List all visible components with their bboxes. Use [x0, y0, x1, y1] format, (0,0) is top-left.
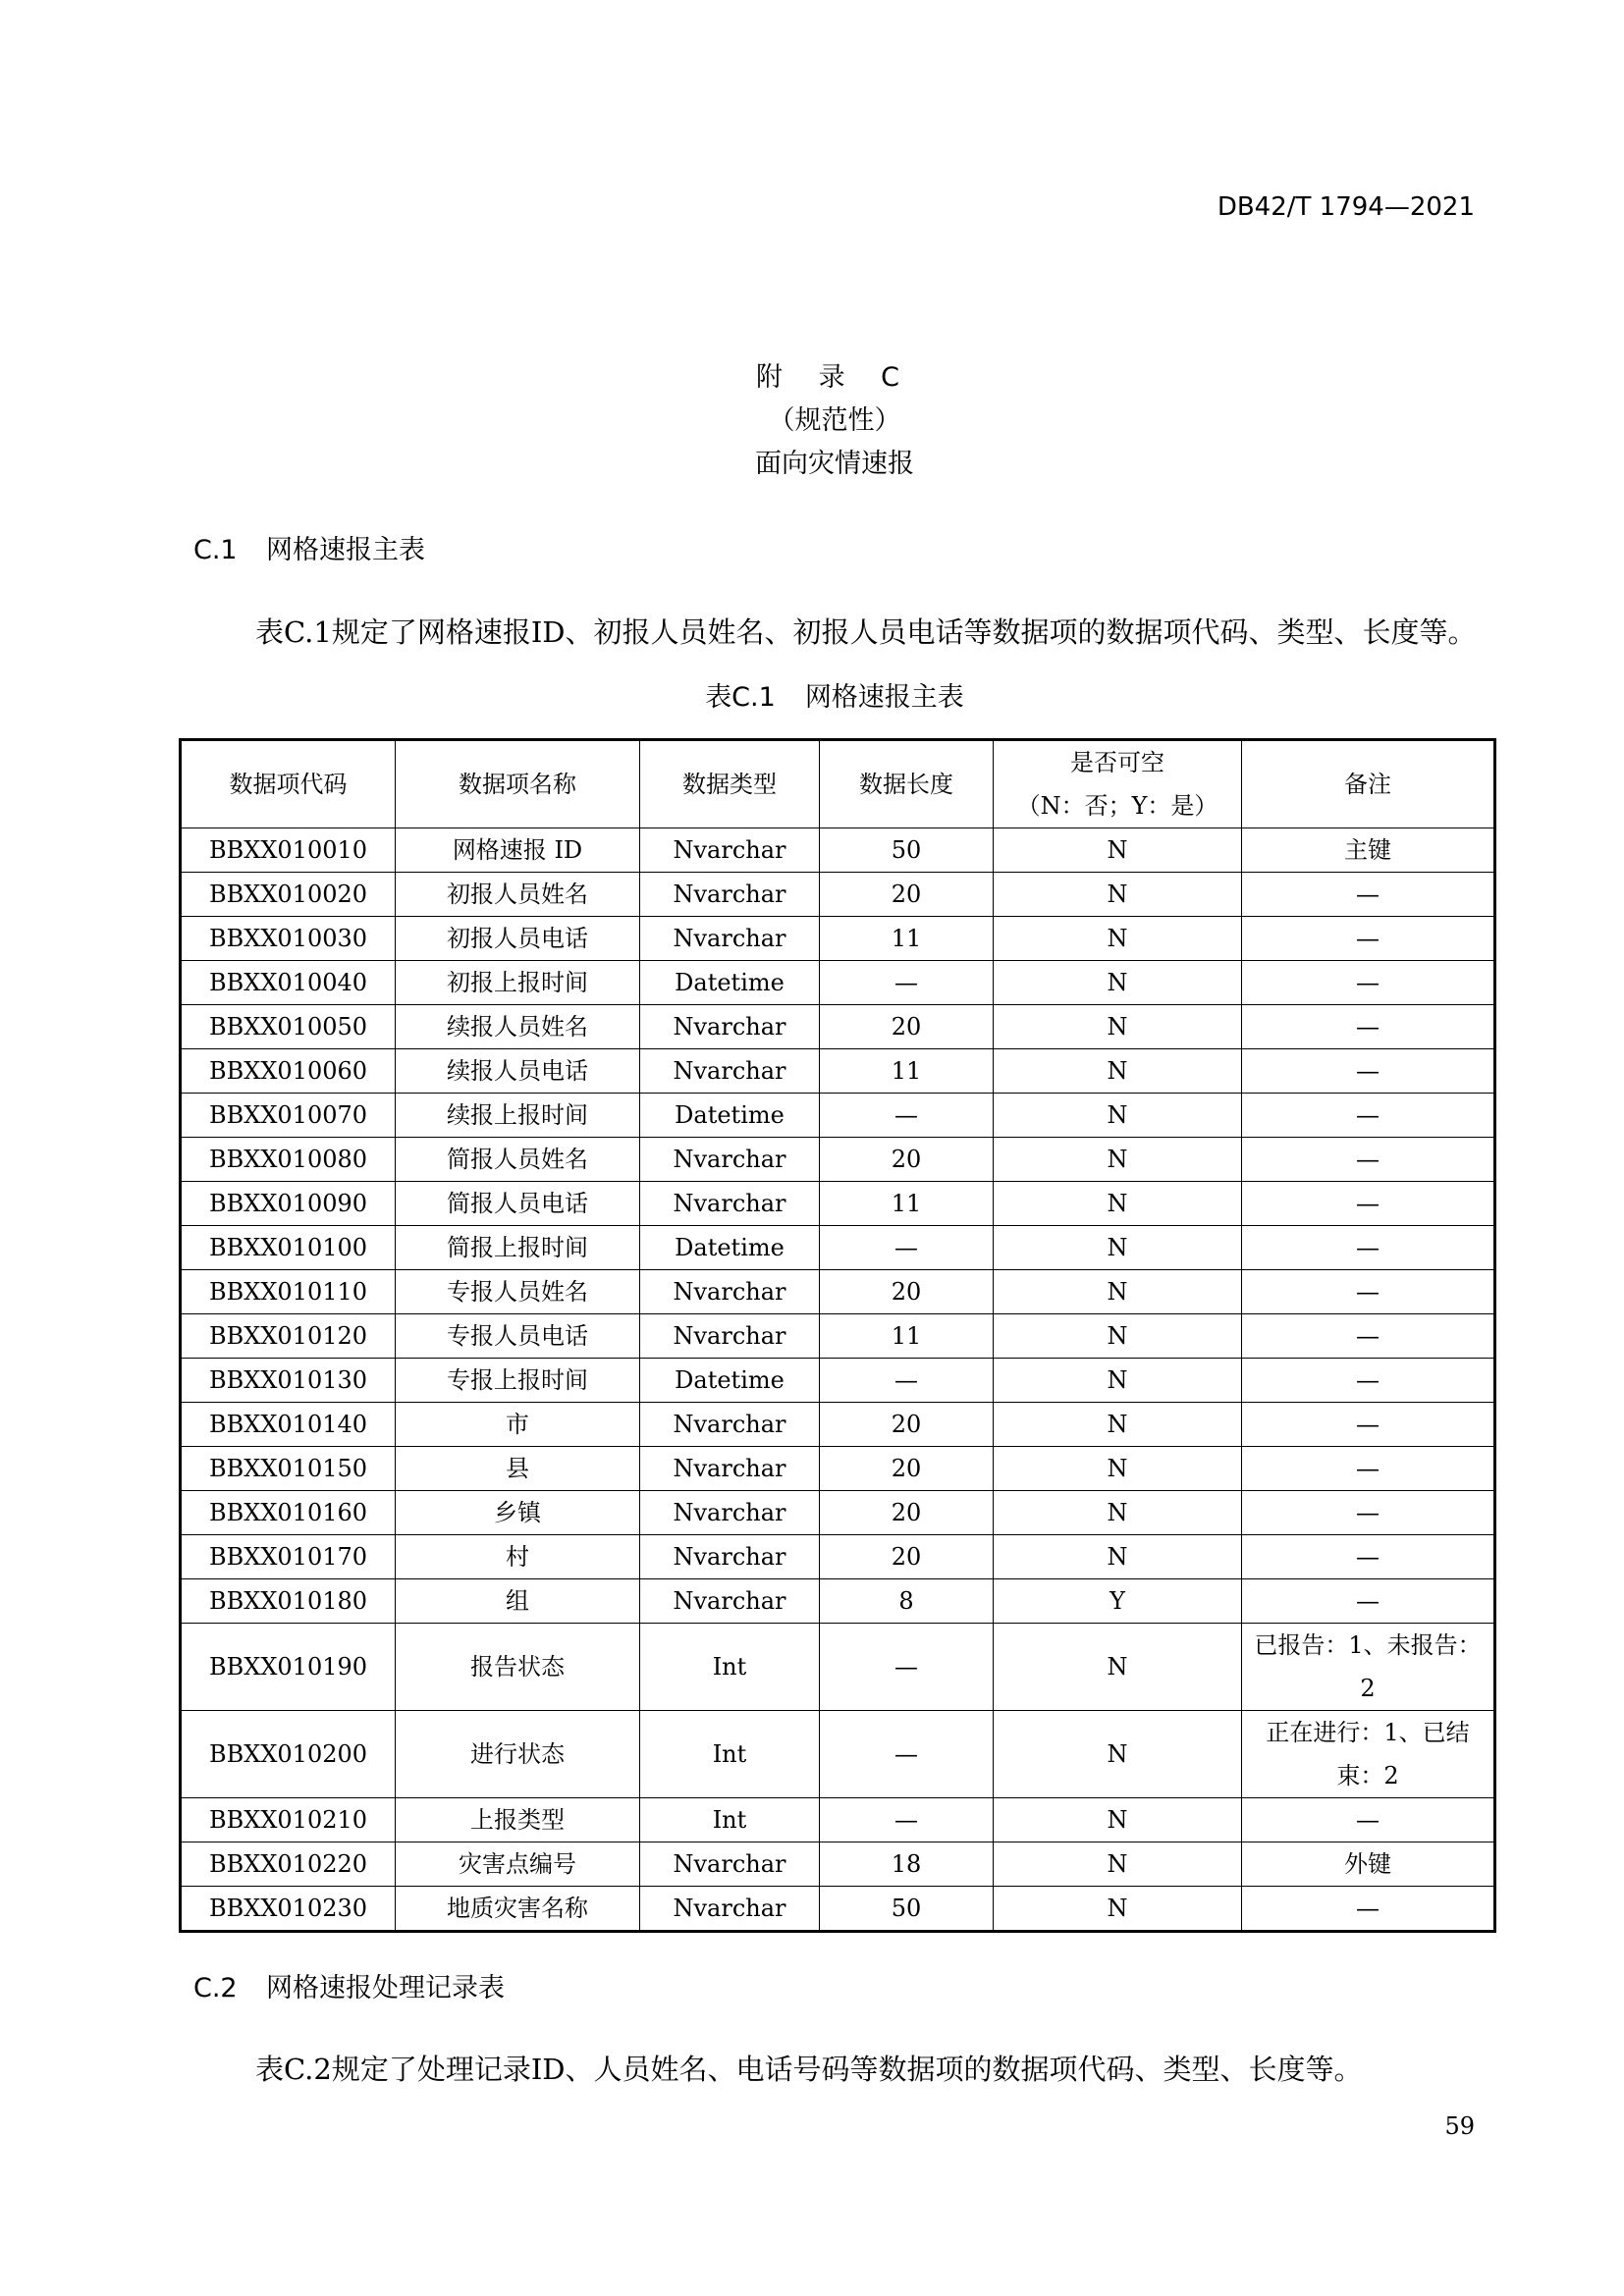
cell-code: BBXX010010 — [181, 828, 396, 873]
cell-name: 地质灾害名称 — [396, 1887, 640, 1932]
header-nullable-line2: （N：否；Y：是） — [1016, 792, 1218, 820]
cell-code: BBXX010230 — [181, 1887, 396, 1932]
section-paragraph-c1: 表C.1规定了网格速报ID、初报人员姓名、初报人员电话等数据项的数据项代码、类型、长度等。 — [255, 615, 1477, 649]
data-table — [179, 738, 1496, 1933]
table-row — [181, 1094, 1495, 1138]
cell-length: — — [820, 1711, 994, 1798]
appendix-type: （规范性） — [768, 405, 901, 436]
cell-nullable: N — [994, 873, 1242, 917]
cell-name: 续报人员姓名 — [396, 1005, 640, 1049]
appendix-title: 面向灾情速报 — [755, 449, 914, 479]
header-length: 数据长度 — [820, 740, 994, 828]
cell-note: 主键 — [1242, 828, 1495, 873]
cell-code: BBXX010150 — [181, 1447, 396, 1491]
cell-note: — — [1242, 961, 1495, 1005]
cell-note: — — [1242, 1403, 1495, 1447]
cell-nullable: N — [994, 961, 1242, 1005]
header-code: 数据项代码 — [181, 740, 396, 828]
cell-length: 20 — [820, 1491, 994, 1535]
cell-note: — — [1242, 1049, 1495, 1094]
table-row — [181, 1535, 1495, 1579]
cell-nullable: N — [994, 917, 1242, 961]
table-row — [181, 873, 1495, 917]
cell-type: Nvarchar — [640, 1005, 820, 1049]
cell-nullable: N — [994, 1887, 1242, 1932]
cell-type: Int — [640, 1624, 820, 1711]
cell-length: 18 — [820, 1842, 994, 1887]
cell-length: 50 — [820, 1887, 994, 1932]
cell-nullable: N — [994, 1842, 1242, 1887]
cell-name: 简报人员姓名 — [396, 1138, 640, 1182]
cell-name: 简报上报时间 — [396, 1226, 640, 1270]
table-row — [181, 1049, 1495, 1094]
section-heading-c2 — [193, 1966, 505, 2004]
cell-nullable: N — [994, 1798, 1242, 1842]
page-number: 59 — [1444, 2112, 1475, 2140]
cell-type: Datetime — [640, 1359, 820, 1403]
cell-length: 20 — [820, 1138, 994, 1182]
cell-nullable: N — [994, 1624, 1242, 1711]
cell-type: Nvarchar — [640, 1887, 820, 1932]
cell-name: 乡镇 — [396, 1491, 640, 1535]
cell-nullable: N — [994, 1182, 1242, 1226]
cell-note: — — [1242, 1270, 1495, 1314]
cell-name: 上报类型 — [396, 1798, 640, 1842]
cell-note: — — [1242, 1887, 1495, 1932]
section-title: 网格速报主表 — [266, 535, 425, 565]
cell-nullable: N — [994, 828, 1242, 873]
cell-type: Datetime — [640, 961, 820, 1005]
cell-length: 11 — [820, 1182, 994, 1226]
cell-type: Nvarchar — [640, 1314, 820, 1359]
cell-length: 11 — [820, 1314, 994, 1359]
section-number: C.2 — [193, 1973, 238, 2003]
cell-note: — — [1242, 1314, 1495, 1359]
cell-name: 灾害点编号 — [396, 1842, 640, 1887]
cell-length: 50 — [820, 828, 994, 873]
table-row — [181, 1403, 1495, 1447]
cell-length: 20 — [820, 873, 994, 917]
cell-code: BBXX010080 — [181, 1138, 396, 1182]
table-row — [181, 1624, 1495, 1711]
cell-length: 8 — [820, 1579, 994, 1624]
cell-nullable: N — [994, 1138, 1242, 1182]
cell-code: BBXX010140 — [181, 1403, 396, 1447]
cell-length: 11 — [820, 917, 994, 961]
cell-type: Nvarchar — [640, 1579, 820, 1624]
cell-note: — — [1242, 1094, 1495, 1138]
cell-note-text: 正在进行：1、已结束：2 — [1266, 1719, 1470, 1789]
cell-note-text: 已报告：1、未报告：2 — [1254, 1631, 1482, 1702]
cell-length: — — [820, 1359, 994, 1403]
cell-note: — — [1242, 917, 1495, 961]
cell-nullable: Y — [994, 1579, 1242, 1624]
cell-nullable: N — [994, 1711, 1242, 1798]
cell-code: BBXX010170 — [181, 1535, 396, 1579]
cell-note: — — [1242, 1447, 1495, 1491]
cell-length: 20 — [820, 1005, 994, 1049]
cell-type: Nvarchar — [640, 828, 820, 873]
cell-note: — — [1242, 1005, 1495, 1049]
appendix-label: 附 录 C — [755, 362, 914, 393]
cell-nullable: N — [994, 1005, 1242, 1049]
cell-code: BBXX010090 — [181, 1182, 396, 1226]
cell-type: Nvarchar — [640, 1049, 820, 1094]
table-row — [181, 1491, 1495, 1535]
cell-code: BBXX010100 — [181, 1226, 396, 1270]
cell-note: — — [1242, 1491, 1495, 1535]
header-note: 备注 — [1242, 740, 1495, 828]
cell-length: 20 — [820, 1447, 994, 1491]
table-caption-number: 表C.1 — [705, 682, 776, 713]
section-heading-c1 — [193, 528, 425, 566]
table-row — [181, 1887, 1495, 1932]
cell-nullable: N — [994, 1314, 1242, 1359]
table-row — [181, 1138, 1495, 1182]
cell-length: 20 — [820, 1403, 994, 1447]
header-nullable-line1: 是否可空 — [1070, 749, 1164, 776]
cell-type: Nvarchar — [640, 1138, 820, 1182]
cell-name: 简报人员电话 — [396, 1182, 640, 1226]
table-row — [181, 1270, 1495, 1314]
cell-length: — — [820, 1226, 994, 1270]
table-row — [181, 1711, 1495, 1798]
cell-length: 20 — [820, 1270, 994, 1314]
cell-code: BBXX010210 — [181, 1798, 396, 1842]
cell-note: — — [1242, 1359, 1495, 1403]
cell-nullable: N — [994, 1491, 1242, 1535]
cell-name: 组 — [396, 1579, 640, 1624]
cell-note: — — [1242, 1182, 1495, 1226]
cell-type: Nvarchar — [640, 1842, 820, 1887]
cell-code: BBXX010040 — [181, 961, 396, 1005]
cell-note: — — [1242, 873, 1495, 917]
cell-code: BBXX010220 — [181, 1842, 396, 1887]
section-title: 网格速报处理记录表 — [266, 1973, 505, 2003]
cell-name: 村 — [396, 1535, 640, 1579]
cell-code: BBXX010200 — [181, 1711, 396, 1798]
table-row — [181, 1182, 1495, 1226]
table-row — [181, 917, 1495, 961]
header-type: 数据类型 — [640, 740, 820, 828]
cell-length: — — [820, 1624, 994, 1711]
cell-name: 初报上报时间 — [396, 961, 640, 1005]
table-row — [181, 1005, 1495, 1049]
cell-code: BBXX010020 — [181, 873, 396, 917]
cell-name: 网格速报 ID — [396, 828, 640, 873]
cell-nullable: N — [994, 1270, 1242, 1314]
cell-nullable: N — [994, 1535, 1242, 1579]
cell-type: Nvarchar — [640, 1182, 820, 1226]
table-caption — [0, 675, 1624, 714]
cell-name: 县 — [396, 1447, 640, 1491]
cell-length: 11 — [820, 1049, 994, 1094]
cell-name: 进行状态 — [396, 1711, 640, 1798]
table-row — [181, 1359, 1495, 1403]
table-row — [181, 1447, 1495, 1491]
cell-name: 专报上报时间 — [396, 1359, 640, 1403]
cell-name: 报告状态 — [396, 1624, 640, 1711]
cell-nullable: N — [994, 1094, 1242, 1138]
document-code: DB42/T 1794—2021 — [1217, 192, 1475, 222]
header-nullable — [994, 740, 1242, 828]
cell-note: 外键 — [1242, 1842, 1495, 1887]
cell-code: BBXX010070 — [181, 1094, 396, 1138]
cell-type: Nvarchar — [640, 1447, 820, 1491]
cell-length: — — [820, 961, 994, 1005]
cell-type: Nvarchar — [640, 1491, 820, 1535]
cell-type: Nvarchar — [640, 873, 820, 917]
cell-note: — — [1242, 1798, 1495, 1842]
cell-type: Datetime — [640, 1094, 820, 1138]
cell-type: Nvarchar — [640, 1270, 820, 1314]
cell-code: BBXX010110 — [181, 1270, 396, 1314]
cell-note — [1242, 1711, 1495, 1798]
cell-name: 续报人员电话 — [396, 1049, 640, 1094]
cell-nullable: N — [994, 1447, 1242, 1491]
cell-code: BBXX010120 — [181, 1314, 396, 1359]
table-row — [181, 961, 1495, 1005]
cell-code: BBXX010030 — [181, 917, 396, 961]
table-caption-title: 网格速报主表 — [804, 682, 964, 713]
cell-type: Nvarchar — [640, 1403, 820, 1447]
cell-code: BBXX010050 — [181, 1005, 396, 1049]
cell-name: 专报人员电话 — [396, 1314, 640, 1359]
table-row — [181, 1314, 1495, 1359]
cell-length: — — [820, 1094, 994, 1138]
table-row — [181, 828, 1495, 873]
cell-code: BBXX010180 — [181, 1579, 396, 1624]
section-number: C.1 — [193, 535, 238, 565]
cell-note: — — [1242, 1226, 1495, 1270]
cell-length: 20 — [820, 1535, 994, 1579]
cell-note — [1242, 1624, 1495, 1711]
cell-note: — — [1242, 1535, 1495, 1579]
header-name: 数据项名称 — [396, 740, 640, 828]
cell-code: BBXX010160 — [181, 1491, 396, 1535]
cell-code: BBXX010060 — [181, 1049, 396, 1094]
cell-note: — — [1242, 1138, 1495, 1182]
cell-type: Datetime — [640, 1226, 820, 1270]
cell-note: — — [1242, 1579, 1495, 1624]
cell-length: — — [820, 1798, 994, 1842]
cell-nullable: N — [994, 1226, 1242, 1270]
cell-code: BBXX010130 — [181, 1359, 396, 1403]
table-row — [181, 1226, 1495, 1270]
cell-type: Int — [640, 1798, 820, 1842]
table-header-row — [181, 740, 1495, 828]
cell-name: 续报上报时间 — [396, 1094, 640, 1138]
cell-name: 初报人员电话 — [396, 917, 640, 961]
section-paragraph-c2: 表C.2规定了处理记录ID、人员姓名、电话号码等数据项的数据项代码、类型、长度等。 — [255, 2053, 1363, 2086]
cell-name: 专报人员姓名 — [396, 1270, 640, 1314]
cell-code: BBXX010190 — [181, 1624, 396, 1711]
table-row — [181, 1798, 1495, 1842]
cell-name: 初报人员姓名 — [396, 873, 640, 917]
cell-nullable: N — [994, 1403, 1242, 1447]
cell-nullable: N — [994, 1359, 1242, 1403]
cell-name: 市 — [396, 1403, 640, 1447]
cell-type: Nvarchar — [640, 917, 820, 961]
cell-type: Int — [640, 1711, 820, 1798]
cell-type: Nvarchar — [640, 1535, 820, 1579]
table-row — [181, 1579, 1495, 1624]
cell-nullable: N — [994, 1049, 1242, 1094]
table-row — [181, 1842, 1495, 1887]
